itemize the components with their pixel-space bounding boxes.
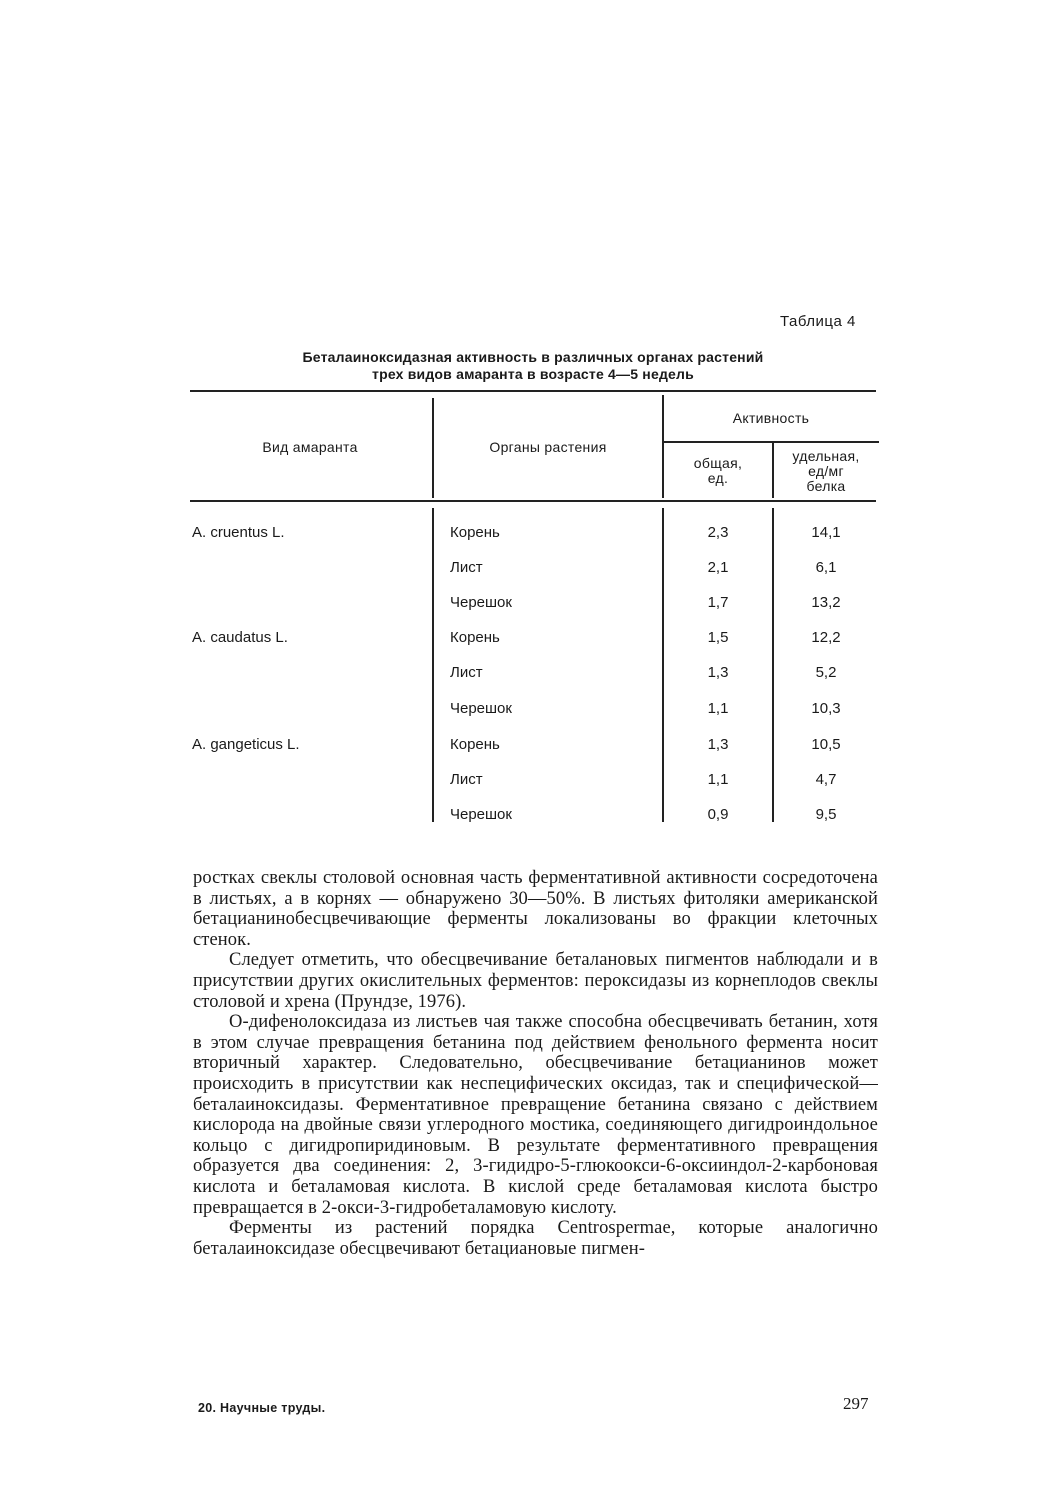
organ-cell: Лист — [450, 559, 483, 576]
header-total — [664, 456, 772, 486]
header-specific-line-1: удельная, — [792, 448, 860, 464]
table-top-rule — [190, 390, 876, 392]
total-cell: 1,3 — [707, 736, 729, 753]
table-caption-line-2: трех видов амаранта в возрасте 4—5 недель — [372, 366, 694, 382]
organ-cell: Корень — [450, 524, 500, 541]
header-species: Вид амаранта — [262, 439, 358, 455]
total-cell: 1,1 — [707, 771, 729, 788]
total-cell: 1,1 — [707, 700, 729, 717]
organ-cell: Черешок — [450, 700, 512, 717]
specific-cell: 13,2 — [811, 594, 841, 611]
specific-cell: 10,3 — [811, 700, 841, 717]
table-caption-line-1: Беталаиноксидазная активность в различных органах растений — [302, 349, 764, 365]
header-total-line-1: общая, — [693, 455, 743, 471]
specific-cell: 5,2 — [815, 664, 837, 681]
header-organ: Органы растения — [489, 439, 607, 455]
total-cell: 2,1 — [707, 559, 729, 576]
organ-cell: Черешок — [450, 594, 512, 611]
header-specific — [774, 449, 878, 494]
header-bottom-rule — [190, 500, 876, 502]
organ-cell: Черешок — [450, 806, 512, 823]
header-total-line-2: ед. — [707, 470, 729, 486]
organ-cell: Корень — [450, 629, 500, 646]
organ-cell: Лист — [450, 664, 483, 681]
organ-cell: Лист — [450, 771, 483, 788]
paragraph-2: Следует отметить, что обесцвечивание беталановых пигментов наблюдали и в присутствии других окислительных ферментов: пероксидазы из корнеплодов свеклы столовой и хрена (Прундзе, 1976). — [193, 950, 878, 1012]
header-specific-line-2: ед/мг — [808, 463, 844, 479]
total-cell: 1,7 — [707, 594, 729, 611]
footer-source: 20. Научные труды. — [198, 1401, 326, 1415]
specific-cell: 4,7 — [815, 771, 837, 788]
species-cell: A. caudatus L. — [192, 629, 288, 646]
species-cell: A. gangeticus L. — [192, 736, 300, 753]
table-number-label: Таблица 4 — [780, 313, 856, 330]
total-cell: 0,9 — [707, 806, 729, 823]
species-cell: A. cruentus L. — [192, 524, 285, 541]
specific-cell: 9,5 — [815, 806, 837, 823]
specific-cell: 10,5 — [811, 736, 841, 753]
total-cell: 1,5 — [707, 629, 729, 646]
header-activity: Активность — [732, 410, 810, 426]
organ-cell: Корень — [450, 736, 500, 753]
header-specific-line-3: белка — [806, 478, 846, 494]
paragraph-4: Ферменты из растений порядка Centrospermae, которые аналогично беталаиноксидазе обесцвечивают бетациановые пигмен- — [193, 1218, 878, 1259]
total-cell: 1,3 — [707, 664, 729, 681]
paragraph-1: ростках свеклы столовой основная часть ферментативной активности сосредоточена в листьях, а в корнях — обнаружено 30—50%. В листьях фитоляки американской бетацианинобесцвечивающие ферменты локализованы во фракции клеточных стенок. — [193, 868, 878, 950]
specific-cell: 12,2 — [811, 629, 841, 646]
body-text — [193, 868, 878, 1259]
activity-subheader-rule — [663, 441, 879, 443]
column-divider-1-body — [432, 508, 434, 822]
paragraph-3: О-дифенолоксидаза из листьев чая также способна обесцвечивать бетанин, хотя в этом случае превращения бетанина под действием фенольного фермента носит вторичный характер. Следовательно, обесцвечивание бетацианинов может происходить в присутствии как неспецифических оксидаз, так и специфической—беталаиноксидазы. Ферментативное превращение бетанина связано с действием кислорода на двойные связи углеродного мостика, соединяющего дигидроиндольное кольцо с дигидропиридиновым. В результате ферментативного превращения образуется два соединения: 2, 3-гидидро-5-глюкоокси-6-оксииндол-2-карбоновая кислота и беталамовая кислота. В кислой среде беталамовая кислота быстро превращается в 2-окси-3-гидробеталамовую кислоту. — [193, 1012, 878, 1218]
specific-cell: 14,1 — [811, 524, 841, 541]
total-cell: 2,3 — [707, 524, 729, 541]
specific-cell: 6,1 — [815, 559, 837, 576]
page-number: 297 — [843, 1394, 869, 1413]
